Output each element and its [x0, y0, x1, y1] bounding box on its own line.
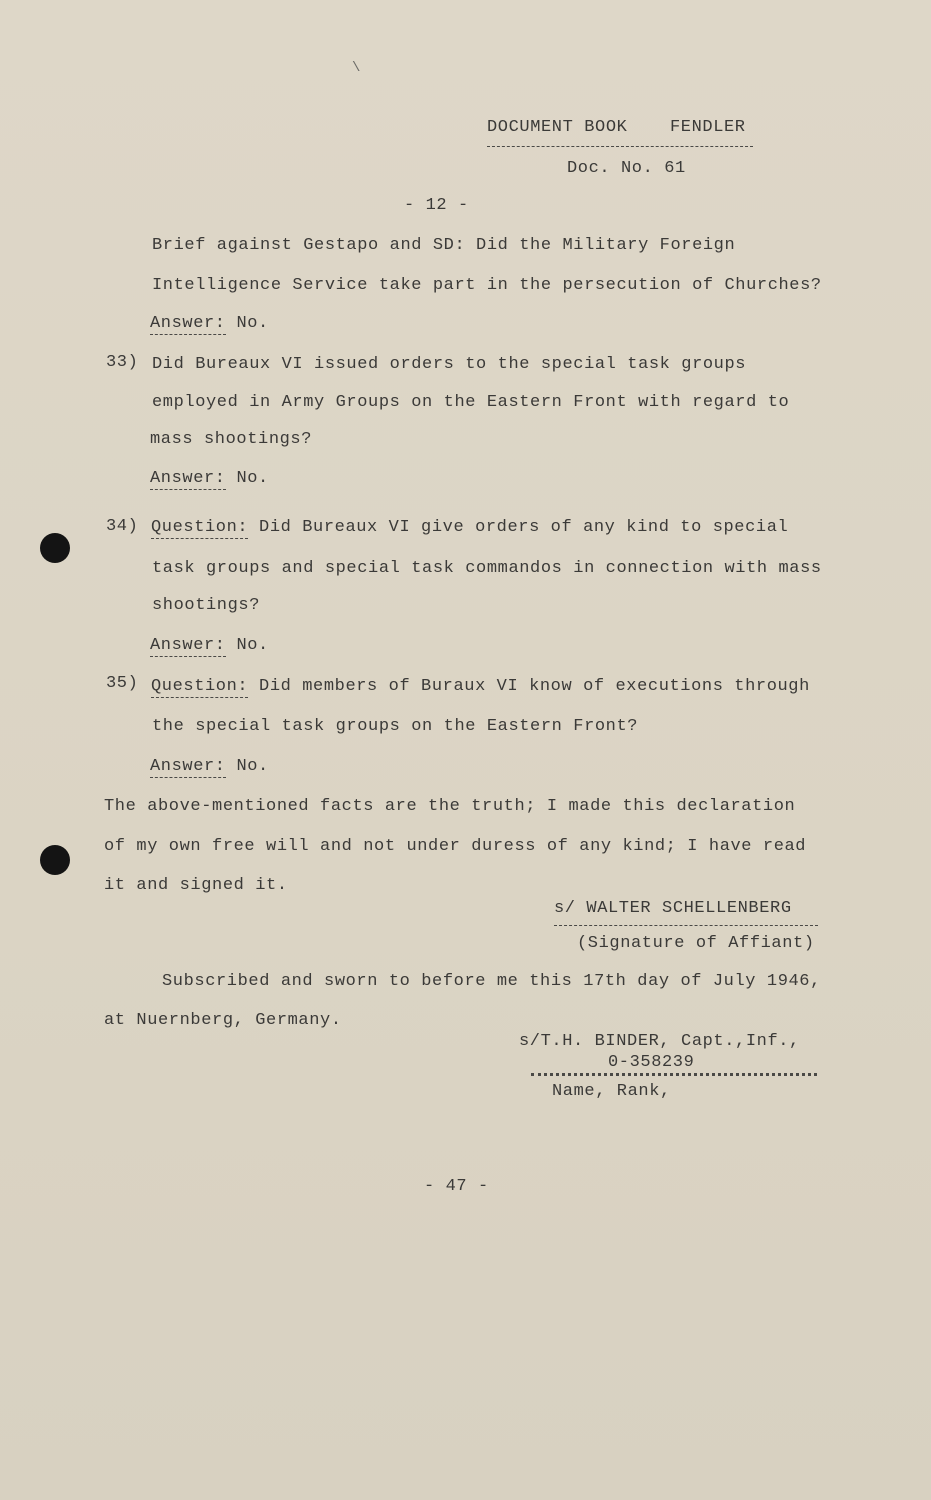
brief-line-2: Intelligence Service take part in the persecution of Churches?	[152, 276, 822, 295]
answer-value: No.	[236, 636, 269, 655]
q35-number: 35)	[106, 674, 139, 693]
q33-line-2: employed in Army Groups on the Eastern Front with regard to	[152, 393, 790, 412]
pencil-mark: \	[352, 60, 361, 76]
footer-page-number: - 47 -	[424, 1177, 489, 1196]
page-number: - 12 -	[404, 196, 469, 215]
officer-line-1: s/T.H. BINDER, Capt.,Inf.,	[519, 1032, 800, 1051]
affiant-signature: s/ WALTER SCHELLENBERG	[554, 899, 792, 918]
officer-caption: Name, Rank,	[552, 1082, 671, 1101]
answer-value: No.	[236, 314, 269, 333]
q35-text: Did members of Buraux VI know of executions through	[259, 677, 810, 696]
question-label: Question:	[151, 518, 249, 537]
answer-label: Answer:	[150, 469, 226, 488]
declaration-line-2: of my own free will and not under duress of any kind; I have read	[104, 837, 807, 856]
answer-value: No.	[236, 469, 269, 488]
answer-label: Answer:	[150, 636, 226, 655]
q33-line-3: mass shootings?	[150, 430, 313, 449]
q35-line-1	[151, 677, 810, 697]
q34-line-1	[151, 518, 788, 538]
answer-2	[150, 469, 269, 489]
q34-text: Did Bureaux VI give orders of any kind to special	[259, 518, 789, 537]
oath-line-1: Subscribed and sworn to before me this 17th day of July 1946,	[162, 972, 821, 991]
answer-label: Answer:	[150, 757, 226, 776]
q34-number: 34)	[106, 517, 139, 536]
officer-dotted-rule	[531, 1073, 817, 1076]
doc-number: Doc. No. 61	[567, 159, 686, 178]
oath-line-2: at Nuernberg, Germany.	[104, 1011, 342, 1030]
q34-line-3: shootings?	[152, 596, 261, 615]
answer-4	[150, 757, 269, 777]
affiant-caption: (Signature of Affiant)	[577, 934, 815, 953]
q33-line-1: Did Bureaux VI issued orders to the special task groups	[152, 355, 747, 374]
header-underline	[487, 146, 753, 147]
punch-hole-top	[40, 533, 70, 563]
answer-value: No.	[236, 757, 269, 776]
punch-hole-bottom	[40, 845, 70, 875]
signature-rule	[554, 925, 818, 926]
declaration-line-1: The above-mentioned facts are the truth; I made this declaration	[104, 797, 796, 816]
answer-1	[150, 314, 269, 334]
question-label: Question:	[151, 677, 249, 696]
document-book-label: DOCUMENT BOOK	[487, 118, 628, 137]
q35-line-2: the special task groups on the Eastern Front?	[152, 717, 639, 736]
brief-line-1: Brief against Gestapo and SD: Did the Military Foreign	[152, 236, 736, 255]
q33-number: 33)	[106, 353, 139, 372]
answer-3	[150, 636, 269, 656]
q34-line-2: task groups and special task commandos in connection with mass	[152, 559, 822, 578]
officer-line-2: 0-358239	[608, 1053, 695, 1072]
declaration-line-3: it and signed it.	[104, 876, 288, 895]
document-book-name: FENDLER	[670, 118, 746, 137]
answer-label: Answer:	[150, 314, 226, 333]
